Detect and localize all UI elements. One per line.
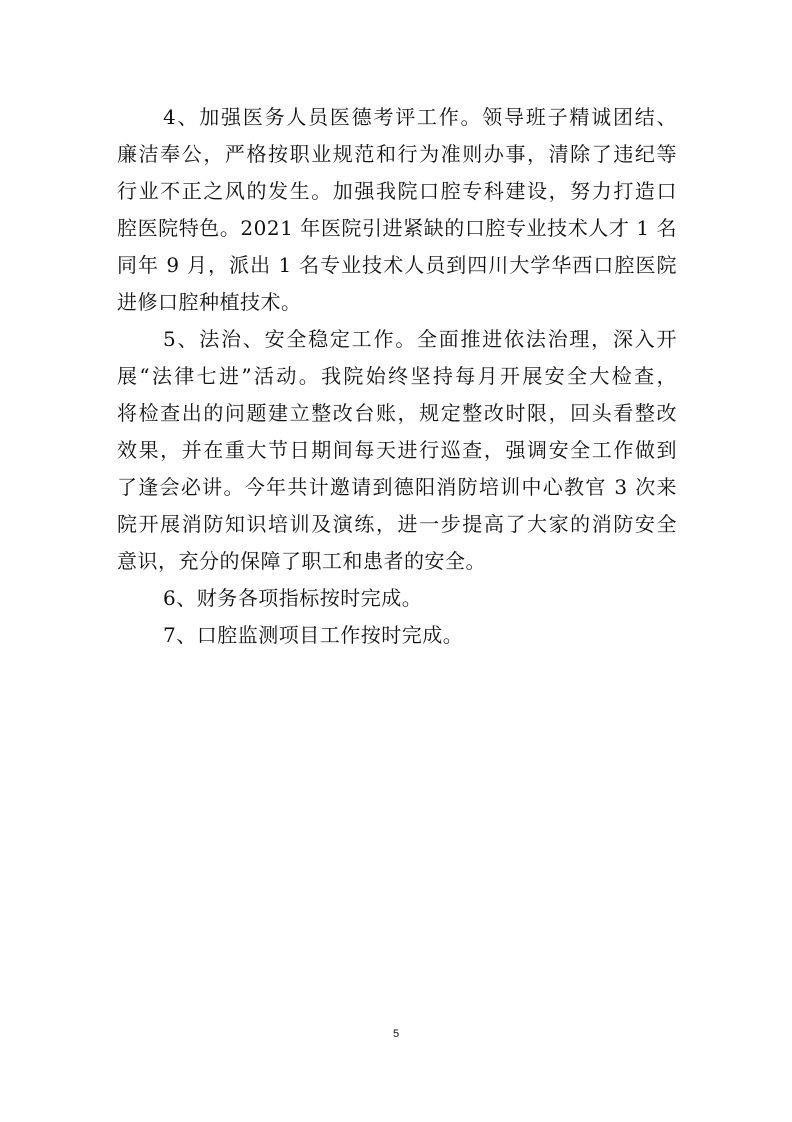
paragraph-5-line-7: 意识，充分的保障了职工和患者的安全。 (117, 549, 486, 573)
paragraph-5-line-5: 了逢会必讲。今年共计邀请到德阳消防培训中心教官 3 次来 (117, 475, 677, 499)
paragraph-5-line-4: 效果，并在重大节日期间每天进行巡查，强调安全工作做到 (117, 438, 677, 462)
paragraph-4-line-1: 4、加强医务人员医德考评工作。领导班子精诚团结、 (163, 105, 677, 129)
paragraph-4-line-2: 廉洁奉公，严格按职业规范和行为准则办事，清除了违纪等 (117, 142, 677, 166)
paragraph-5-line-1: 5、法治、安全稳定工作。全面推进依法治理，深入开 (163, 327, 677, 351)
page-number: 5 (392, 1028, 400, 1040)
paragraph-5-line-6: 院开展消防知识培训及演练，进一步提高了大家的消防安全 (117, 512, 677, 536)
paragraph-5-line-3: 将检查出的问题建立整改台账，规定整改时限，回头看整改 (117, 401, 677, 425)
paragraph-4-line-4: 腔医院特色。2021 年医院引进紧缺的口腔专业技术人才 1 名 (117, 216, 677, 240)
paragraph-4-line-6: 进修口腔种植技术。 (117, 290, 302, 314)
paragraph-4-line-3: 行业不正之风的发生。加强我院口腔专科建设，努力打造口 (117, 179, 677, 203)
paragraph-4-line-5: 同年 9 月，派出 1 名专业技术人员到四川大学华西口腔医院 (117, 253, 677, 277)
paragraph-5-line-2: 展“法律七进”活动。我院始终坚持每月开展安全大检查， (117, 364, 677, 388)
paragraph-6: 6、财务各项指标按时完成。 (163, 586, 423, 610)
paragraph-7: 7、口腔监测项目工作按时完成。 (163, 623, 464, 647)
